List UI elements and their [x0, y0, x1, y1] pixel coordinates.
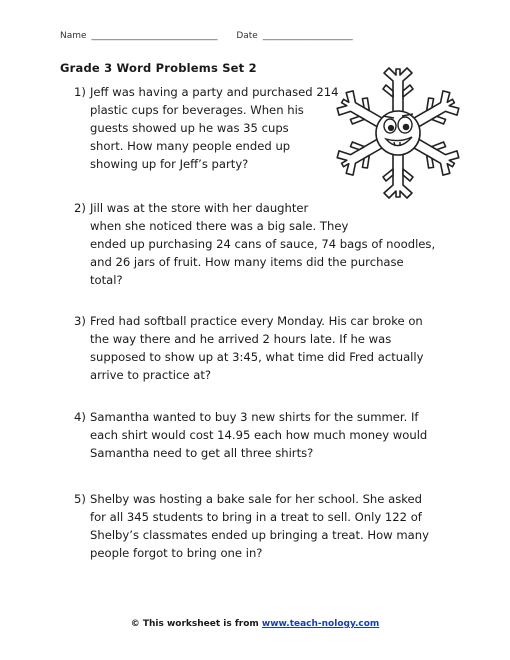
date-label: Date [236, 31, 258, 41]
problem-line: ended up purchasing 24 cans of sauce, 74 bags of noodles, [90, 237, 436, 251]
problem-line: people forgot to bring one in? [90, 546, 263, 560]
footer-text: © This worksheet is from [130, 619, 259, 629]
problem-line: the way there and he arrived 2 hours late. If he was [90, 332, 392, 346]
problem-line: Jill was at the store with her daughter [90, 201, 309, 215]
problem-line: Jeff was having a party and purchased 214 [90, 85, 339, 99]
problem-number: 5) [74, 492, 86, 506]
name-blank: ____________________________ [91, 31, 218, 41]
problem-line: for all 345 students to bring in a treat to sell. Only 122 of [90, 510, 422, 524]
name-label: Name [60, 31, 87, 41]
problem-line: when she noticed there was a big sale. They [90, 219, 349, 233]
problem-line: Samantha wanted to buy 3 new shirts for the summer. If [90, 410, 419, 424]
snowflake-cartoon-icon [322, 62, 474, 204]
problem-number: 1) [74, 85, 86, 99]
footer-link[interactable]: www.teach-nology.com [261, 619, 380, 629]
problem-line: short. How many people ended up [90, 139, 291, 153]
footer [0, 619, 510, 629]
problem-line: total? [90, 273, 123, 287]
problem-line: arrive to practice at? [90, 368, 212, 382]
problem-line: Shelby’s classmates ended up bringing a treat. How many [90, 528, 429, 542]
problem-line: showing up for Jeff’s party? [90, 157, 249, 171]
problem-line: plastic cups for beverages. When his [90, 103, 304, 117]
problem-line: Samantha need to get all three shirts? [90, 446, 314, 460]
page-title: Grade 3 Word Problems Set 2 [60, 61, 257, 75]
problem-5 [74, 490, 429, 562]
problem-line: each shirt would cost 14.95 each how much money would [90, 428, 428, 442]
worksheet-header [60, 31, 353, 41]
problem-line: and 26 jars of fruit. How many items did the purchase [90, 255, 404, 269]
problem-line: guests showed up he was 35 cups [90, 121, 289, 135]
problem-line: Shelby was hosting a bake sale for her school. She asked [90, 492, 423, 506]
problem-4 [74, 408, 427, 462]
problem-number: 3) [74, 314, 86, 328]
problem-number: 2) [74, 201, 86, 215]
problem-3 [74, 312, 424, 384]
problem-1 [74, 83, 338, 173]
problem-number: 4) [74, 410, 86, 424]
date-blank: ____________________ [262, 31, 353, 41]
problem-line: Fred had softball practice every Monday. His car broke on [90, 314, 423, 328]
problem-2 [74, 199, 435, 289]
problem-line: supposed to show up at 3:45, what time did Fred actually [90, 350, 424, 364]
